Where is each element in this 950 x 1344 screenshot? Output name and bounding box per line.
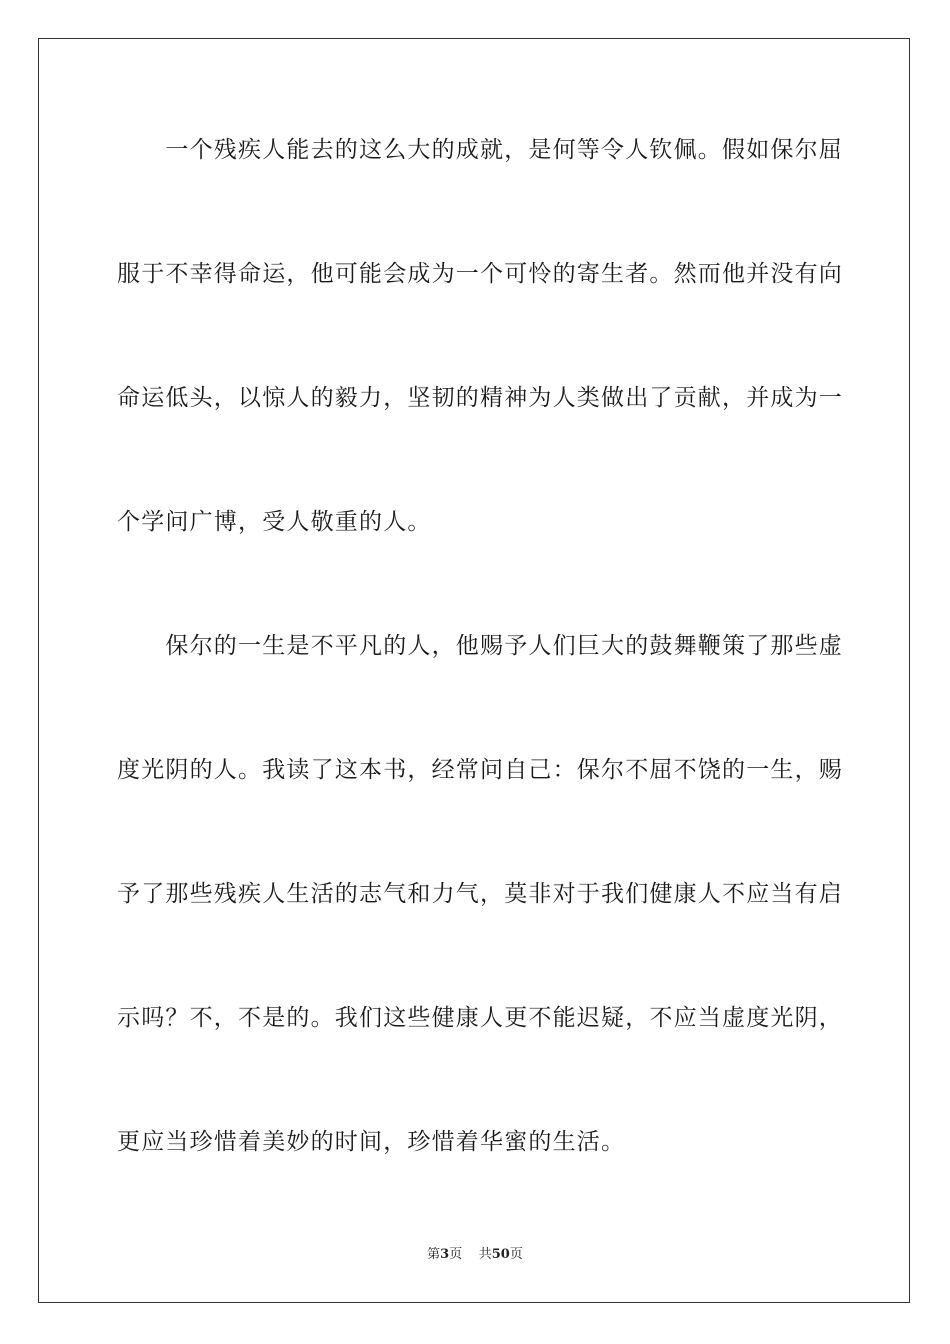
paragraph-line: 度光阴的人。我读了这本书，经常问自己：保尔不屈不饶的一生，赐 [117,757,843,783]
page-suffix: 页 [449,1247,463,1262]
total-pages: 50 [491,1247,510,1262]
paragraph-line: 示吗？不，不是的。我们这些健康人更不能迟疑，不应当虚度光阴， [117,1005,843,1031]
total-prefix: 共 [478,1247,492,1262]
paragraph-line: 更应当珍惜着美妙的时间，珍惜着华蜜的生活。 [117,1129,626,1155]
paragraph-line: 个学问广博，受人敬重的人。 [117,509,432,535]
page-number: 3 [440,1247,450,1262]
page-footer [0,1246,950,1264]
paragraph-line: 予了那些残疾人生活的志气和力气，莫非对于我们健康人不应当有启 [117,881,843,907]
total-suffix: 页 [509,1247,523,1262]
page-prefix: 第 [427,1247,441,1262]
paragraph-line: 服于不幸得命运，他可能会成为一个可怜的寄生者。然而他并没有向 [117,261,843,287]
paragraph-line: 命运低头，以惊人的毅力，坚韧的精神为人类做出了贡献，并成为一 [117,385,843,411]
page-border [38,38,910,1303]
paragraph-line: 一个残疾人能去的这么大的成就，是何等令人钦佩。假如保尔屈 [117,137,843,163]
paragraph-line: 保尔的一生是不平凡的人，他赐予人们巨大的鼓舞鞭策了那些虚 [117,633,843,659]
